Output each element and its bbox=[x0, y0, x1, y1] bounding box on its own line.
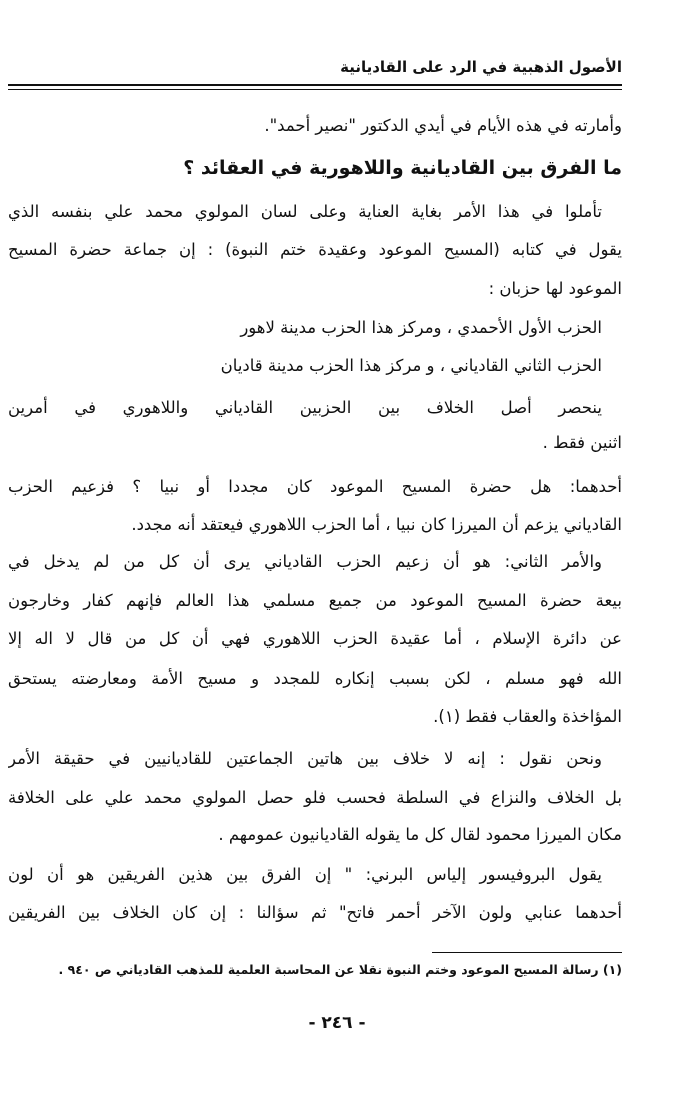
body-line: اثنين فقط . bbox=[542, 433, 622, 452]
header-rule bbox=[8, 84, 622, 86]
body-line: والأمر الثاني: هو أن زعيم الحزب القادياني يرى أن كل من لم يدخل في bbox=[8, 552, 602, 571]
body-line: عن دائرة الإسلام ، أما عقيدة الحزب اللاهوري فهي أن كل من قال لا اله إلا bbox=[8, 629, 622, 648]
body-line: تأملوا في هذا الأمر بغاية العناية وعلى لسان المولوي محمد علي بنفسه الذي bbox=[8, 202, 602, 221]
body-line: الموعود لها حزبان : bbox=[488, 279, 622, 298]
body-line: ونحن نقول : إنه لا خلاف بين هاتين الجماعتين للقاديانيين في حقيقة الأمر bbox=[8, 749, 602, 768]
body-line: الحزب الثاني القادياني ، و مركز هذا الحزب مدينة قاديان bbox=[220, 356, 602, 375]
body-line: أحدهما عنابي ولون الآخر أحمر فاتح" ثم سؤالنا : إن كان الخلاف بين الفريقين bbox=[8, 903, 622, 922]
header-rule-thin bbox=[8, 89, 622, 90]
page-number: - ٢٤٦ - bbox=[308, 1013, 366, 1033]
body-line: الحزب الأول الأحمدي ، ومركز هذا الحزب مدينة لاهور bbox=[240, 318, 602, 337]
body-line: بيعة حضرة المسيح الموعود من جميع مسلمي هذا العالم فإنهم كفار وخارجون bbox=[8, 591, 622, 610]
body-line: وأمارته في هذه الأيام في أيدي الدكتور "نصير أحمد". bbox=[264, 116, 622, 135]
section-heading: ما الفرق بين القاديانية واللاهورية في العقائد ؟ bbox=[183, 157, 622, 179]
footnote: (١) رسالة المسيح الموعود وختم النبوة نقلا عن المحاسبة العلمية للمذهب القادياني ص ٩٤٠ . bbox=[58, 962, 622, 977]
body-line: المؤاخذة والعقاب فقط (١). bbox=[433, 707, 622, 726]
body-line: يقول البروفيسور إلياس البرني: " إن الفرق بين هذين الفريقين هو أن لون bbox=[8, 865, 602, 884]
footnote-rule bbox=[432, 952, 622, 953]
body-line: بل الخلاف والنزاع في السلطة فحسب فلو حصل المولوي محمد علي على الخلافة bbox=[8, 788, 622, 807]
running-header: الأصول الذهبية في الرد على القاديانية bbox=[340, 58, 622, 76]
body-line: ينحصر أصل الخلاف بين الحزبين القادياني واللاهوري في أمرين bbox=[8, 398, 602, 417]
body-line: يقول في كتابه (المسيح الموعود وعقيدة ختم النبوة) : إن جماعة حضرة المسيح bbox=[8, 240, 622, 259]
body-line: القادياني يزعم أن الميرزا كان نبيا ، أما الحزب اللاهوري فيعتقد أنه مجدد. bbox=[131, 515, 622, 534]
body-line: الله فهو مسلم ، لكن بسبب إنكاره للمجدد و مسيح الأمة ومعارضته يستحق bbox=[8, 669, 622, 688]
body-line: مكان الميرزا محمود لقال كل ما يقوله القاديانيون عمومهم . bbox=[218, 825, 622, 844]
body-line: أحدهما: هل حضرة المسيح الموعود كان مجددا أو نبيا ؟ فزعيم الحزب bbox=[8, 477, 622, 496]
